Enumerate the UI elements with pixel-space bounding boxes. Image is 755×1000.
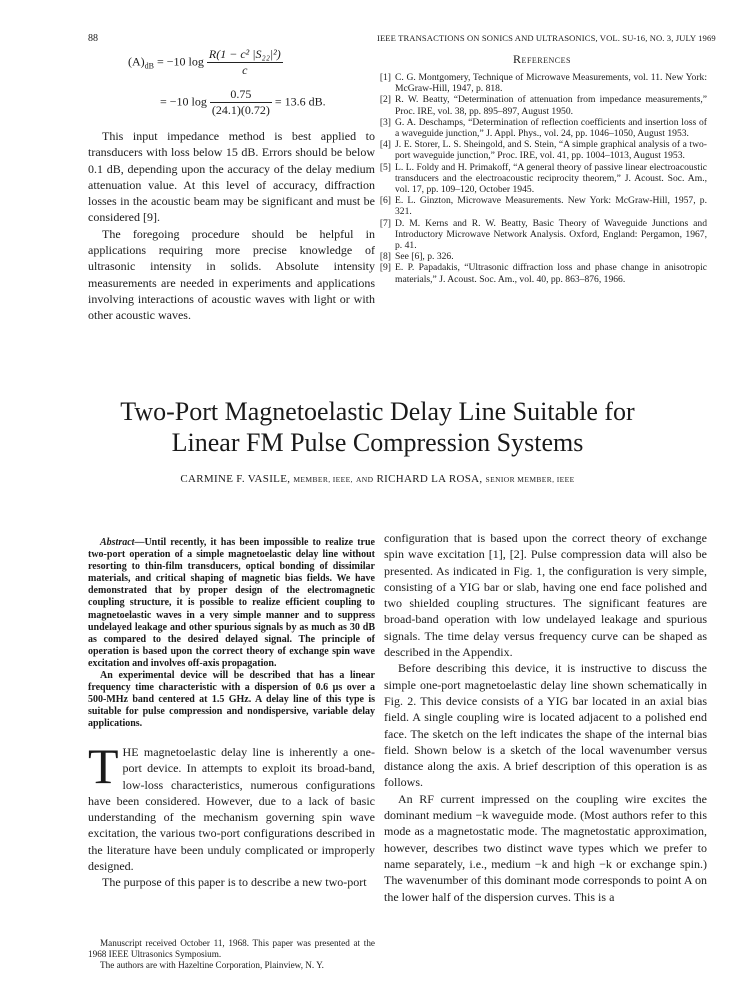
running-head: IEEE TRANSACTIONS ON SONICS AND ULTRASONICS, VOL. SU-16, NO. 3, JULY 1969: [377, 33, 716, 43]
reference-number: [3]: [379, 116, 391, 128]
reference-text: E. L. Ginzton, Microwave Measurements. New York: McGraw-Hill, 1957, p. 321.: [395, 195, 707, 218]
equation-lhs: (A): [128, 54, 145, 69]
abstract-label: Abstract: [100, 537, 135, 548]
previous-article-conclusion: [88, 128, 375, 324]
reference-text: G. A. Deschamps, “Determination of reflection coefficients and insertion loss of a waveguide junction,” J. Appl. Phys., vol. 24, pp. 1046–1050, August 1953.: [395, 116, 707, 140]
reference-text: See [6], p. 326.: [395, 251, 454, 263]
article-title-line-2: Linear FM Pulse Compression Systems: [171, 428, 584, 457]
reference-text: D. M. Kerns and R. W. Beatty, Basic Theory of Waveguide Junctions and Introductory Microwave Network Analysis. Oxford, England: Pergamon, 1967, p. 41.: [395, 217, 707, 252]
paragraph: configuration that is based upon the correct theory of exchange spin wave excitation [1], [2]. Pulse compression data will also be presented. As indicated in Fig. 1, the configuration is very simple, consisting of a YIG bar or slab, having one end face polished and two shielded coupling structures. The significant features are broad-band operation with low undelayed leakage and spurious signals. The time delay versus frequency curve can be shaped as described in the Appendix.: [384, 531, 707, 660]
drop-cap: T: [88, 738, 119, 794]
reference-number: [6]: [379, 195, 391, 207]
reference-number: [1]: [379, 72, 391, 83]
reference-item: [377, 251, 707, 262]
reference-text: R. W. Beatty, “Determination of attenuation from impedance measurements,” Proc. IRE, vol. 38, pp. 895–897, August 1950.: [395, 94, 707, 117]
equation-denominator: c: [242, 63, 248, 77]
reference-number: [8]: [379, 251, 391, 263]
right-column-body: [384, 530, 707, 905]
footnote: [88, 938, 375, 971]
author-affiliation: SENIOR MEMBER, IEEE: [485, 475, 575, 484]
reference-item: [377, 72, 707, 94]
introduction: [88, 738, 375, 891]
reference-number: [7]: [379, 217, 391, 229]
reference-number: [5]: [379, 161, 391, 173]
equation-line-1: [128, 47, 283, 78]
abstract-paragraph: [88, 537, 375, 670]
reference-item: [377, 262, 707, 284]
equation-prefix: = −10 log: [157, 54, 204, 69]
paragraph: An RF current impressed on the coupling wire excites the dominant medium −k waveguide mode. (Most authors refer to this mode as a magnetostatic mode. The magnetostatic approximation, however, describes two distinct wave types which we prefer to name separately, i.e., medium −k and high −k or exchange spin.) The wavenumber of this dominant mode corresponds to point A on the lower half of the dispersion curves. This is a: [384, 791, 707, 904]
author-line: [60, 473, 695, 485]
reference-item: [377, 195, 707, 217]
reference-text: J. E. Storer, L. S. Sheingold, and S. Stein, “A simple graphical analysis of a two-port waveguide junction,” Proc. IRE, vol. 41, pp. 1004–1013, August 1953.: [395, 139, 707, 162]
article-title-line-1: Two-Port Magnetoelastic Delay Line Suitable for: [120, 397, 635, 426]
author-affiliation: MEMBER, IEEE,: [293, 475, 353, 484]
reference-item: [377, 218, 707, 252]
reference-item: [377, 162, 707, 196]
paragraph-text: HE magnetoelastic delay line is inherently a one-port device. In attempts to exploit its broad-band, low-loss characteristics, numerous configurations have been considered. However, due to a lack of basic understanding of the mechanism governing spin wave excitation, the various two-port configurations described in the literature have been unduly complicated or improperly designed.: [88, 745, 375, 874]
abstract: [88, 537, 375, 731]
paragraph: The purpose of this paper is to describe a new two-port: [102, 875, 367, 890]
author-name: CARMINE F. VASILE,: [180, 473, 291, 485]
paragraph: [88, 738, 375, 874]
equation-prefix: = −10 log: [160, 94, 207, 109]
equation-denominator: (24.1)(0.72): [211, 103, 270, 117]
reference-text: C. G. Montgomery, Technique of Microwave Measurements, vol. 11. New York: McGraw-Hill, 1947, p. 818.: [395, 72, 707, 95]
paragraph: The foregoing procedure should be helpful in applications requiring more precise knowledge of ultrasonic intensity in solids. Absolute intensity measurements are needed in experiments and applications involving interactions of acoustic waves with light or with other acoustic waves.: [88, 226, 375, 323]
equation-numerator: 0.75: [210, 87, 272, 103]
reference-number: [9]: [379, 262, 391, 274]
equation-numerator: R(1 − c² |S₂₂|²): [208, 47, 281, 61]
footnote-paragraph: The authors are with Hazeltine Corporation, Plainview, N. Y.: [100, 960, 324, 970]
equation-result: = 13.6 dB.: [274, 94, 326, 109]
references-list: [377, 72, 707, 285]
reference-item: [377, 94, 707, 116]
reference-item: [377, 139, 707, 161]
reference-text: E. P. Papadakis, “Ultrasonic diffraction loss and phase change in anisotropic materials,” J. Acoust. Soc. Am., vol. 40, pp. 863–876, 1966.: [395, 262, 707, 285]
author-conjunction: AND: [355, 475, 374, 484]
equation-line-2: [160, 87, 326, 118]
footnote-paragraph: Manuscript received October 11, 1968. This paper was presented at the 1968 IEEE Ultrasonics Symposium.: [88, 938, 375, 959]
reference-number: [2]: [379, 94, 391, 106]
equation-fraction: [210, 87, 272, 118]
page-number: 88: [88, 33, 98, 44]
reference-number: [4]: [379, 139, 391, 151]
article-title: [60, 396, 695, 458]
abstract-paragraph: An experimental device will be described that has a linear frequency time characteristic with a dispersion of 0.6 μs over a 500-MHz band centered at 1.5 GHz. A delay line of this type is suitable for pulse compression and nondispersive, variable delay applications.: [88, 670, 375, 730]
paragraph: Before describing this device, it is instructive to discuss the simple one-port magnetoelastic delay line shown schematically in Fig. 2. This device consists of a YIG bar located in an axial bias field. A single coupling wire is located adjacent to a polished end face. The sketch on the left indicates the shape of the internal bias field. Shown below is a sketch of the local wavenumber versus distance along the axis. A brief description of this operation is as follows.: [384, 661, 707, 790]
equation-fraction: [207, 47, 283, 78]
paragraph: This input impedance method is best applied to transducers with loss below 15 dB. Errors should be below 0.1 dB, depending upon the accuracy of the delay medium attenuation value. At this level of accuracy, diffraction losses in the acoustic beam may be significant and must be considered [9].: [88, 129, 375, 225]
equation-lhs-subscript: dB: [144, 61, 155, 71]
reference-text: L. L. Foldy and H. Primakoff, “A general theory of passive linear electroacoustic transducers and the electroacoustic reciprocity theorem,” J. Acoust. Soc. Am., vol. 17, pp. 109–120, October 1945.: [395, 161, 707, 196]
author-name: RICHARD LA ROSA,: [376, 473, 483, 485]
abstract-text: —Until recently, it has been impossible to realize true two-port operation of a simple magnetoelastic delay line without resorting to thin-film transducers, optical bonding of dissimilar materials, and critical shaping of magnetic bias fields. We have demonstrated that by proper design of the electromagnetic coupling structure, it is possible to realize efficient coupling to magnetoelastic waves in a very simple manner and to suppress undelayed leakage and other spurious signals by as much as 30 dB as compared to the desired delayed signal. The principle of operation is based upon the correct theory of exchange spin wave excitation and involves off-axis propagation.: [88, 537, 375, 669]
references-heading: References: [513, 52, 571, 66]
reference-item: [377, 117, 707, 139]
